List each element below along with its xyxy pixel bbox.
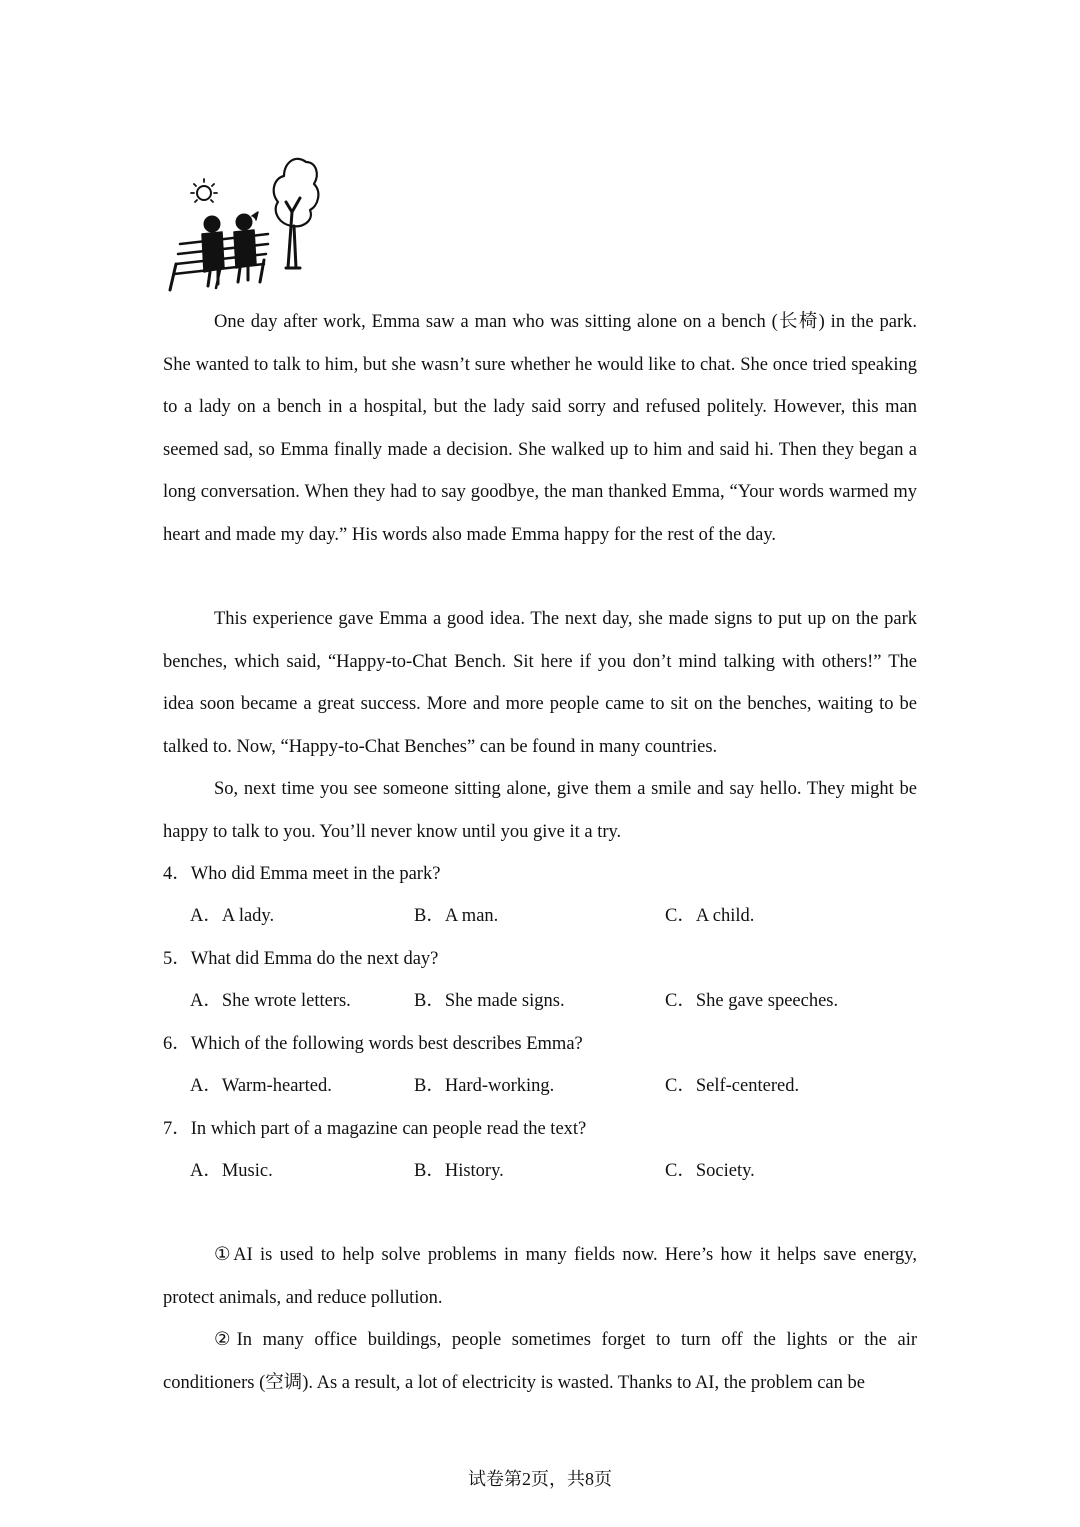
question-4: 4．Who did Emma meet in the park? [163,864,441,884]
question-4-option-c: C．A child. [665,906,755,926]
page-number-footer: 试卷第2页，共8页 [468,1469,612,1489]
question-5-option-b: B．She made signs. [414,991,565,1011]
question-4-option-a: A．A lady. [190,906,275,926]
passage-b-paragraph-1: One day after work, Emma saw a man who was sitting alone on a bench (长椅) in the park. She wanted to talk to him, but she wasn’t sure whether he would like to chat. She once tried speaking to a lady on a bench in a hospital, but the lady said sorry and refused politely. However, this man seemed sad, so Emma finally made a decision. She walked up to him and said hi. Then they began a long conversation. When they had to say goodbye, the man thanked Emma, “Your words warmed my heart and made my day.” His words also made Emma happy for the rest of the day. [163,312,917,545]
passage-b-paragraph-2: This experience gave Emma a good idea. The next day, she made signs to put up on the park benches, which said, “Happy-to-Chat Bench. Sit here if you don’t mind talking with others!” The idea soon became a great success. More and more people came to sit on the benches, waiting to be talked to. Now, “Happy-to-Chat Benches” can be found in many countries. [163,609,917,757]
question-4-option-b: B．A man. [414,906,499,926]
question-7-option-a: A．Music. [190,1161,273,1181]
question-5-option-c: C．She gave speeches. [665,991,839,1011]
question-6-option-c: C．Self-centered. [665,1076,800,1096]
passage-c-paragraph-1: ①AI is used to help solve problems in many fields now. Here’s how it helps save energy, protect animals, and reduce pollution. [163,1245,917,1308]
bench-couple-tree-sun-drawing-icon [160,140,325,295]
question-6-option-a: A．Warm-hearted. [190,1076,332,1096]
question-7-option-b: B．History. [414,1161,504,1181]
passage-c-paragraph-2: ②In many office buildings, people sometimes forget to turn off the lights or the air conditioners (空调). As a result, a lot of electricity is wasted. Thanks to AI, the problem can be [163,1330,917,1393]
question-7-option-c: C．Society. [665,1161,755,1181]
question-5-option-a: A．She wrote letters. [190,991,351,1011]
bench-couple-illustration [160,140,325,295]
question-6: 6．Which of the following words best describes Emma? [163,1034,583,1054]
question-7: 7．In which part of a magazine can people read the text? [163,1119,587,1139]
question-5: 5．What did Emma do the next day? [163,949,439,969]
passage-b-paragraph-3: So, next time you see someone sitting alone, give them a smile and say hello. They might be happy to talk to you. You’ll never know until you give it a try. [163,779,917,842]
question-6-option-b: B．Hard-working. [414,1076,555,1096]
